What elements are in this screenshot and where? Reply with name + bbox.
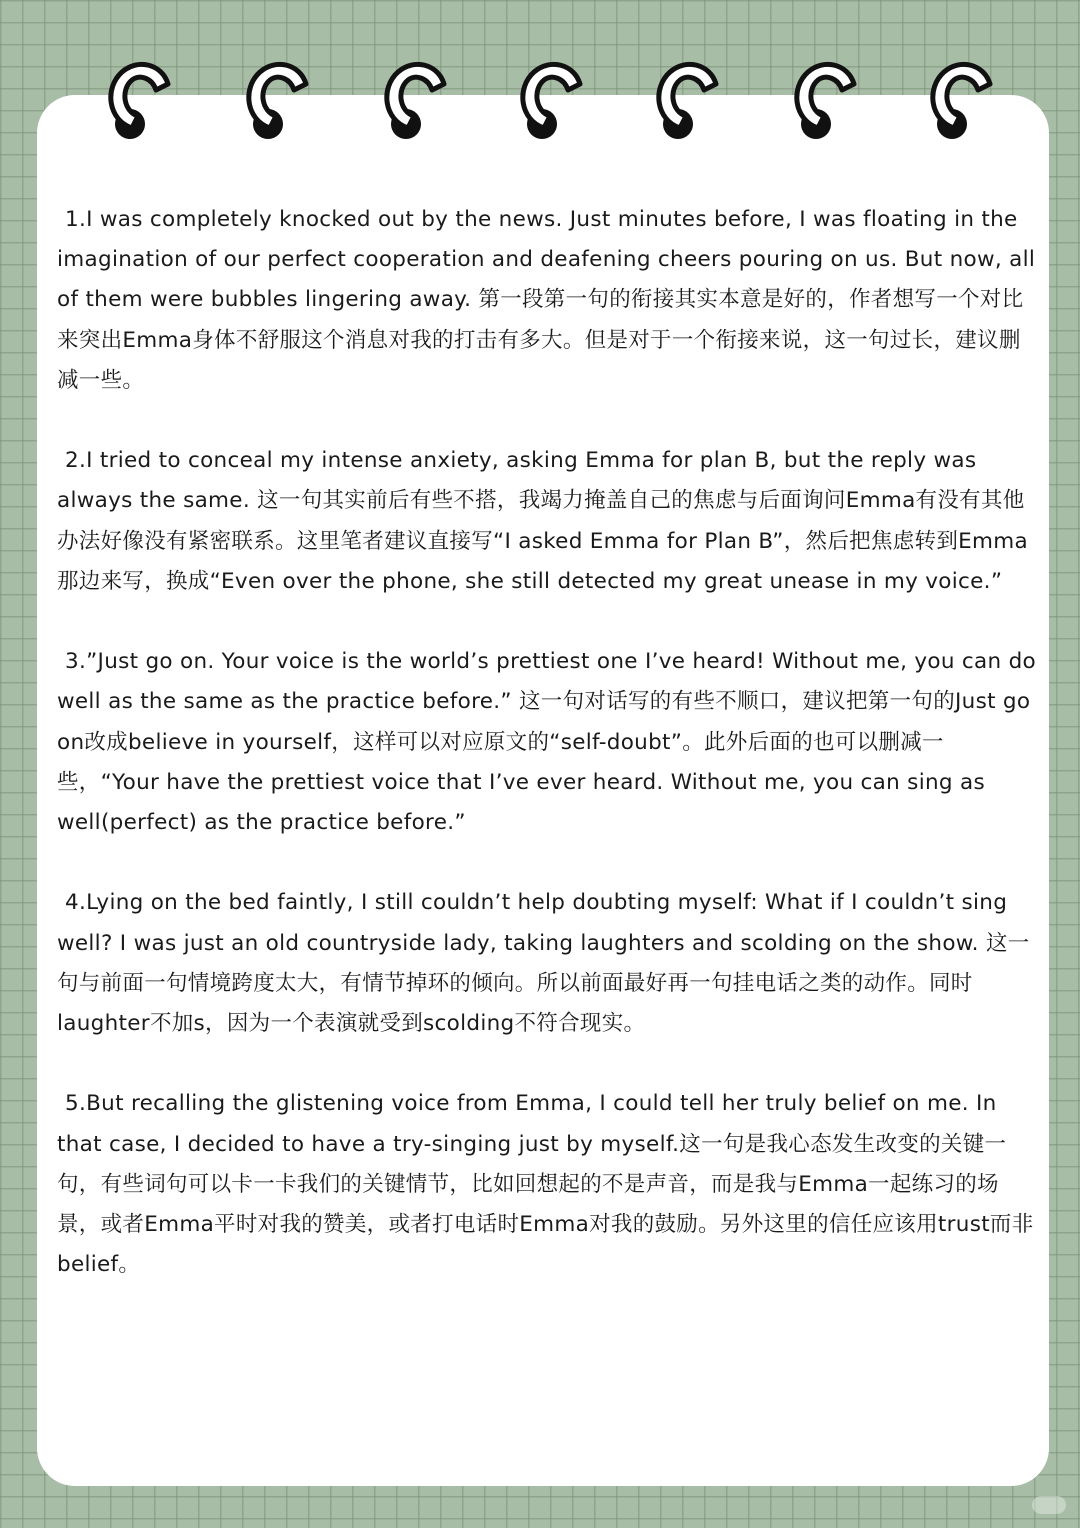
note-paragraph-2: 2.I tried to conceal my intense anxiety, asking Emma for plan B, but the reply was always the same. 这一句其实前后有些不搭，我竭力掩盖自己的焦虑与后面询问Emma有没有其他办法好像没有紧密联系。这里笔者建议直接写“I asked Emma for Plan B”，然后把焦虑转到Emma那边来写，换成“Even over the phone, she still detected my great unease in my voice.”: [57, 448, 1028, 594]
feedback-notes: [57, 200, 1037, 1326]
note-paragraph-5: 5.But recalling the glistening voice from Emma, I could tell her truly belief on me. In that case, I decided to have a try-singing just by myself.这一句是我心态发生改变的关键一句，有些词句可以卡一卡我们的关键情节，比如回想起的不是声音，而是我与Emma一起练习的场景，或者Emma平时对我的赞美，或者打电话时Emma对我的鼓励。另外这里的信任应该用trust而非belief。: [57, 1091, 1034, 1278]
note-paragraph-4: 4.Lying on the bed faintly, I still couldn’t help doubting myself: What if I couldn’t sing well? I was just an old countryside lady, taking laughters and scolding on the show. 这一句与前面一句情境跨度太大，有情节掉环的倾向。所以前面最好再一句挂电话之类的动作。同时laughter不加s，因为一个表演就受到scolding不符合现实。: [57, 890, 1030, 1037]
watermark-badge: [1032, 1496, 1066, 1514]
note-paragraph-1: 1.I was completely knocked out by the news. Just minutes before, I was floating in the imagination of our perfect cooperation and deafening cheers pouring on us. But now, all of them were bubbles lingering away. 第一段第一句的衔接其实本意是好的，作者想写一个对比来突出Emma身体不舒服这个消息对我的打击有多大。但是对于一个衔接来说，这一句过长，建议删减一些。: [57, 207, 1036, 393]
note-paragraph-3: 3.”Just go on. Your voice is the world’s prettiest one I’ve heard! Without me, you can do well as the same as the practice before.” 这一句对话写的有些不顺口，建议把第一句的Just go on改成believe in yourself，这样可以对应原文的“self-doubt”。此外后面的也可以删减一些，“Your have the prettiest voice that I’ve ever heard. Without me, you can sing as well(perfect) as the practice before.”: [57, 649, 1036, 836]
